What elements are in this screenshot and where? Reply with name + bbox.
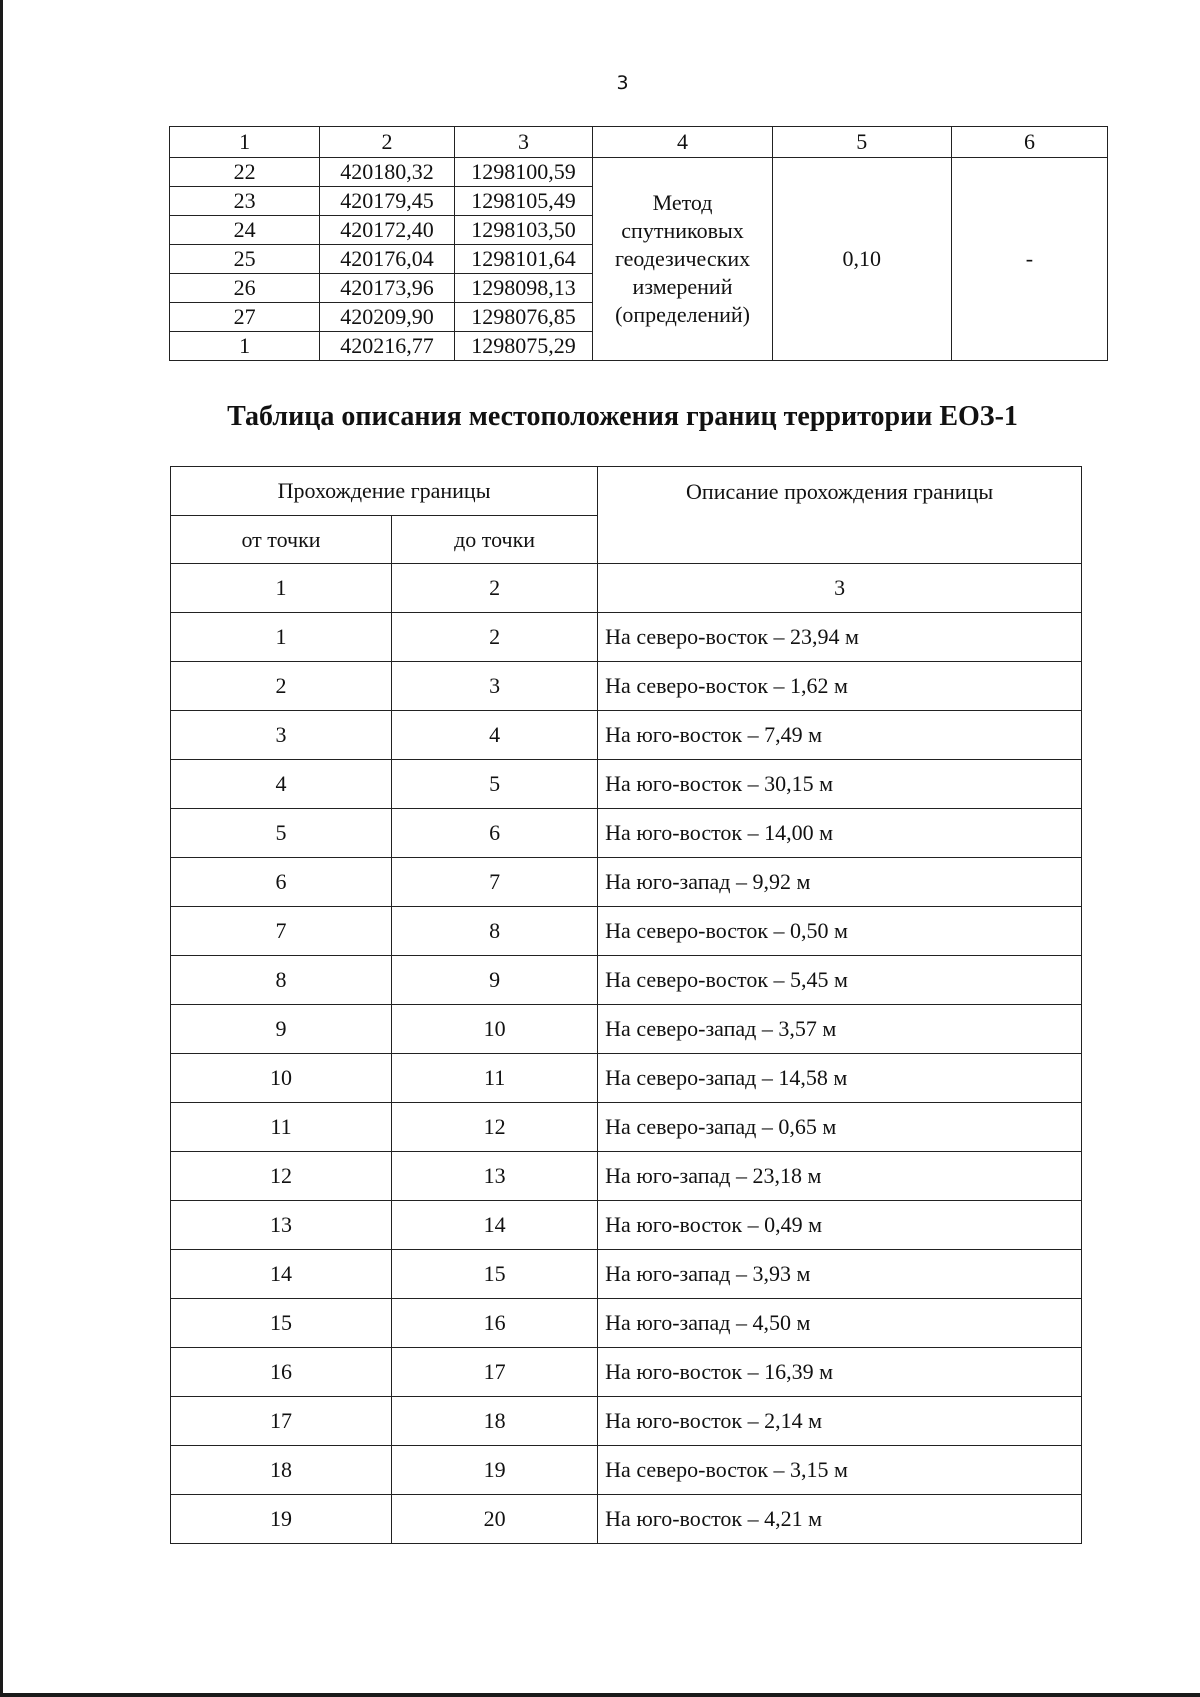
- from-point: 12: [171, 1152, 392, 1201]
- boundary-row: [171, 907, 1082, 956]
- boundary-row: [171, 1446, 1082, 1495]
- boundary-row: [171, 1201, 1082, 1250]
- segment-description: На юго-восток – 16,39 м: [598, 1348, 1082, 1397]
- to-point: 8: [392, 907, 598, 956]
- to-point: 20: [392, 1495, 598, 1544]
- column-number: 3: [454, 127, 593, 158]
- column-number: 2: [392, 564, 598, 613]
- column-number: 4: [593, 127, 772, 158]
- segment-description: На юго-восток – 7,49 м: [598, 711, 1082, 760]
- segment-description: На юго-восток – 14,00 м: [598, 809, 1082, 858]
- column-number: 6: [951, 127, 1107, 158]
- segment-description: На северо-восток – 0,50 м: [598, 907, 1082, 956]
- segment-description: На северо-запад – 3,57 м: [598, 1005, 1082, 1054]
- coordinates-header-row: [170, 127, 1108, 158]
- from-point: 3: [171, 711, 392, 760]
- boundary-row: [171, 956, 1082, 1005]
- method-line: (определений): [615, 301, 750, 327]
- scan-edge-left: [0, 0, 3, 1697]
- segment-description: На юго-запад – 3,93 м: [598, 1250, 1082, 1299]
- accuracy-cell: 0,10: [772, 158, 951, 361]
- point-number: 27: [170, 303, 320, 332]
- from-point: 17: [171, 1397, 392, 1446]
- segment-description: На северо-запад – 0,65 м: [598, 1103, 1082, 1152]
- boundary-row: [171, 613, 1082, 662]
- segment-description: На северо-восток – 23,94 м: [598, 613, 1082, 662]
- y-coordinate: 1298101,64: [454, 245, 593, 274]
- boundary-row: [171, 711, 1082, 760]
- to-point: 18: [392, 1397, 598, 1446]
- x-coordinate: 420180,32: [320, 158, 454, 187]
- method-cell: [593, 158, 772, 361]
- boundary-row: [171, 1152, 1082, 1201]
- to-point-header: до точки: [392, 516, 598, 564]
- scan-edge-bottom: [0, 1693, 1200, 1697]
- to-point: 14: [392, 1201, 598, 1250]
- segment-description: На юго-восток – 0,49 м: [598, 1201, 1082, 1250]
- boundary-row: [171, 1299, 1082, 1348]
- boundary-header-row: [171, 467, 1082, 516]
- to-point: 7: [392, 858, 598, 907]
- description-header: Описание прохождения границы: [598, 467, 1082, 564]
- point-number: 23: [170, 187, 320, 216]
- from-point: 2: [171, 662, 392, 711]
- column-number-row: [171, 564, 1082, 613]
- to-point: 17: [392, 1348, 598, 1397]
- to-point: 3: [392, 662, 598, 711]
- from-point: 1: [171, 613, 392, 662]
- x-coordinate: 420172,40: [320, 216, 454, 245]
- boundary-row: [171, 1348, 1082, 1397]
- boundary-row: [171, 1054, 1082, 1103]
- from-point: 4: [171, 760, 392, 809]
- segment-description: На юго-восток – 2,14 м: [598, 1397, 1082, 1446]
- method-line: геодезических: [614, 246, 751, 272]
- from-point: 14: [171, 1250, 392, 1299]
- from-point: 7: [171, 907, 392, 956]
- to-point: 5: [392, 760, 598, 809]
- from-point: 19: [171, 1495, 392, 1544]
- from-point: 18: [171, 1446, 392, 1495]
- x-coordinate: 420179,45: [320, 187, 454, 216]
- y-coordinate: 1298098,13: [454, 274, 593, 303]
- boundary-row: [171, 1397, 1082, 1446]
- coordinates-row: [170, 158, 1108, 187]
- segment-description: На северо-восток – 1,62 м: [598, 662, 1082, 711]
- segment-description: На юго-восток – 30,15 м: [598, 760, 1082, 809]
- boundary-table-title: Таблица описания местоположения границ территории ЕОЗ-1: [227, 401, 1018, 432]
- method-line: Метод: [652, 190, 713, 216]
- to-point: 19: [392, 1446, 598, 1495]
- segment-description: На северо-восток – 5,45 м: [598, 956, 1082, 1005]
- method-line: спутниковых: [621, 218, 744, 244]
- boundary-row: [171, 858, 1082, 907]
- to-point: 4: [392, 711, 598, 760]
- from-point: 5: [171, 809, 392, 858]
- to-point: 12: [392, 1103, 598, 1152]
- boundary-table: [170, 466, 1082, 1544]
- to-point: 13: [392, 1152, 598, 1201]
- point-number: 1: [170, 332, 320, 361]
- y-coordinate: 1298105,49: [454, 187, 593, 216]
- to-point: 6: [392, 809, 598, 858]
- boundary-row: [171, 1250, 1082, 1299]
- to-point: 9: [392, 956, 598, 1005]
- point-number: 25: [170, 245, 320, 274]
- point-number: 22: [170, 158, 320, 187]
- x-coordinate: 420209,90: [320, 303, 454, 332]
- to-point: 10: [392, 1005, 598, 1054]
- boundary-row: [171, 662, 1082, 711]
- y-coordinate: 1298075,29: [454, 332, 593, 361]
- column-number: 1: [171, 564, 392, 613]
- segment-description: На юго-восток – 4,21 м: [598, 1495, 1082, 1544]
- y-coordinate: 1298076,85: [454, 303, 593, 332]
- to-point: 16: [392, 1299, 598, 1348]
- from-point: 11: [171, 1103, 392, 1152]
- to-point: 2: [392, 613, 598, 662]
- passage-header: Прохождение границы: [171, 467, 598, 516]
- segment-description: На северо-запад – 14,58 м: [598, 1054, 1082, 1103]
- y-coordinate: 1298103,50: [454, 216, 593, 245]
- segment-description: На юго-запад – 4,50 м: [598, 1299, 1082, 1348]
- from-point: 9: [171, 1005, 392, 1054]
- x-coordinate: 420176,04: [320, 245, 454, 274]
- column-number: 2: [320, 127, 454, 158]
- page-number: 3: [616, 72, 629, 94]
- from-point: 10: [171, 1054, 392, 1103]
- point-number: 26: [170, 274, 320, 303]
- to-point: 11: [392, 1054, 598, 1103]
- column-number: 5: [772, 127, 951, 158]
- to-point: 15: [392, 1250, 598, 1299]
- segment-description: На юго-запад – 9,92 м: [598, 858, 1082, 907]
- boundary-row: [171, 1495, 1082, 1544]
- boundary-row: [171, 809, 1082, 858]
- note-cell: -: [951, 158, 1107, 361]
- y-coordinate: 1298100,59: [454, 158, 593, 187]
- column-number: 1: [170, 127, 320, 158]
- column-number: 3: [598, 564, 1082, 613]
- x-coordinate: 420216,77: [320, 332, 454, 361]
- boundary-row: [171, 760, 1082, 809]
- point-number: 24: [170, 216, 320, 245]
- segment-description: На юго-запад – 23,18 м: [598, 1152, 1082, 1201]
- from-point: 6: [171, 858, 392, 907]
- coordinates-table: [169, 126, 1108, 361]
- boundary-row: [171, 1103, 1082, 1152]
- from-point: 16: [171, 1348, 392, 1397]
- from-point: 8: [171, 956, 392, 1005]
- x-coordinate: 420173,96: [320, 274, 454, 303]
- method-line: измерений: [632, 273, 733, 299]
- from-point-header: от точки: [171, 516, 392, 564]
- boundary-row: [171, 1005, 1082, 1054]
- segment-description: На северо-восток – 3,15 м: [598, 1446, 1082, 1495]
- from-point: 13: [171, 1201, 392, 1250]
- from-point: 15: [171, 1299, 392, 1348]
